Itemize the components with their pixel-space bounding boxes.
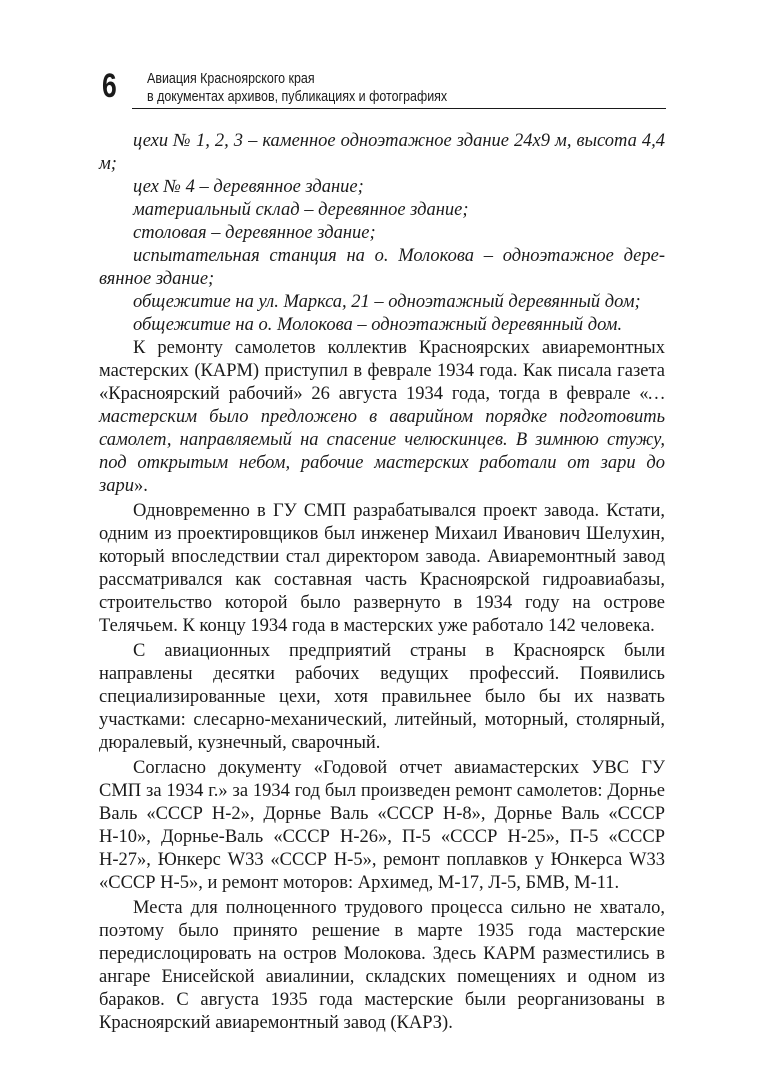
- paragraph-plant-project: Одновременно в ГУ СМП разрабатывался проект завода. Кстати, одним из проектировщиков был инженер Михаил Иванович Шелухин, который впоследствии стал директором завода. Авиаремонтный завод рассматривался как составная часть Красноярской гидроавиабазы, строительство которой было развернуто в 1934 году на острове Телячьем. К концу 1934 года в мастерских уже работало 142 человека.: [99, 501, 665, 636]
- page-number: 6: [102, 67, 117, 105]
- paragraph-workshops: С авиационных предприятий страны в Красноярск были направлены десятки рабочих ведущих профессий. Появились специализированные цехи, хотя правильнее было бы их назвать участками: слесарно-механический, литейный, моторный, столярный, дюралевый, кузнечный, сварочный.: [99, 641, 665, 753]
- paragraph-annual-report: Согласно документу «Годовой отчет авиамастерских УВС ГУ СМП за 1934 г.» за 1934 год был произведен ремонт самолетов: Дорнье Валь «СССР Н-2», Дорнье Валь «СССР Н-8», Дорнье Валь «СССР Н-10», Дорнье-Валь «СССР Н-26», П-5 «СССР Н-25», П-5 «СССР Н-27», Юнкерс W33 «СССР Н-5», ремонт поплавков у Юнкерса W33 «СССР Н-5», и ремонт моторов: Архимед, М-17, Л-5, БМВ, М-11.: [99, 758, 665, 893]
- list-item: общежитие на о. Молокова – одноэтажный деревянный дом.: [133, 315, 623, 335]
- page-body: [99, 130, 665, 1035]
- list-item: материальный склад – деревянное здание;: [133, 200, 469, 220]
- paragraph-karm-repairs: К ремонту самолетов коллектив Красноярских авиаремонтных мастерских (КАРМ) приступил в феврале 1934 года. Как писала газета «Красноярский рабочий» 26 августа 1934 года, тогда в феврале «…мастерским было предложено в аварийном порядке подготовить самолет, направляемый на спасение челюскинцев. В зимнюю стужу, под открытым небом, рабочие мастерских работали от зари до зари».: [99, 338, 665, 496]
- list-item: испытательная станция на о. Молокова – одноэтажное дере-: [133, 246, 665, 266]
- running-title: [147, 70, 447, 106]
- paragraph-relocation: Места для полноценного трудового процесса сильно не хватало, поэтому было принято решение в марте 1935 года мастерские передислоцировать на остров Молокова. Здесь КАРМ разместились в ангаре Енисейской авиалинии, складских помещениях и одном из бараков. С августа 1935 года мастерские были реорганизованы в Красноярский авиаремонтный завод (КАРЗ).: [99, 898, 665, 1033]
- running-title-line-2: в документах архивов, публикациях и фотографиях: [147, 89, 448, 105]
- running-title-line-1: Авиация Красноярского края: [147, 71, 315, 87]
- header-rule: [132, 108, 666, 109]
- page-header: [92, 62, 666, 112]
- list-item-continuation: вянное здание;: [99, 269, 215, 289]
- list-item: столовая – деревянное здание;: [133, 223, 376, 243]
- list-item: цехи № 1, 2, 3 – каменное одноэтажное здание 24х9 м, высота 4,4 м;: [99, 131, 665, 174]
- newspaper-quote: …мастерским было предложено в аварийном порядке подготовить самолет, направляемый на спасение челюскинцев. В зимнюю стужу, под открытым небом, рабочие мастерских работали от зари до зари: [99, 384, 665, 496]
- list-item: цех № 4 – деревянное здание;: [133, 177, 364, 197]
- list-item: общежитие на ул. Маркса, 21 – одноэтажный деревянный дом;: [133, 292, 641, 312]
